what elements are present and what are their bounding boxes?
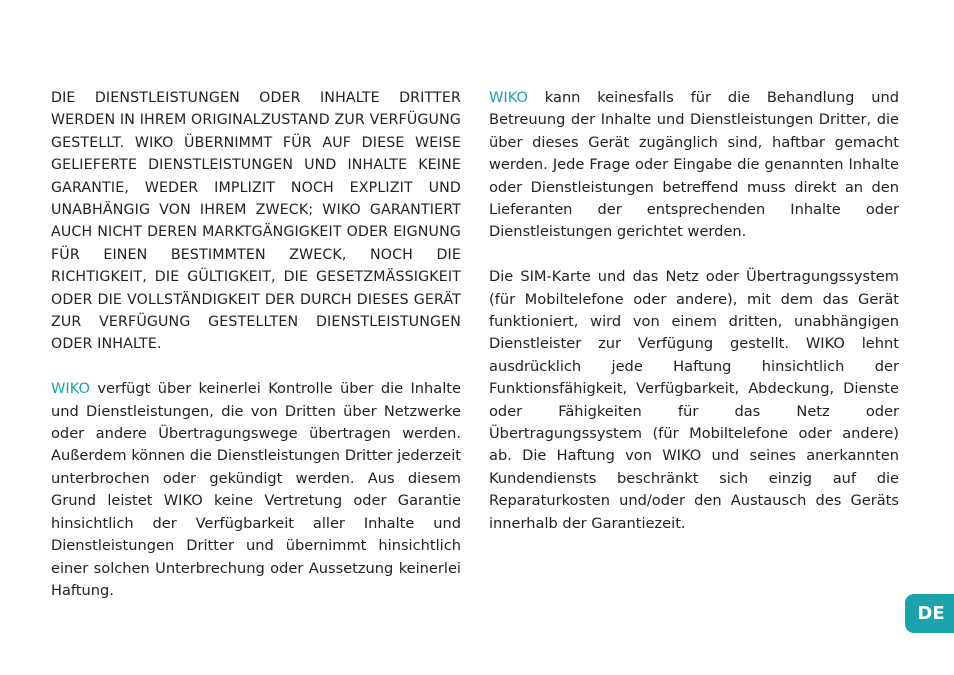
brand-name: WIKO <box>51 380 90 398</box>
sim-network-paragraph: Die SIM-Karte und das Netz oder Übertragungssystem (für Mobiltelefone oder andere), mit dem das Gerät funktioniert, wird von einem dritten, unabhängigen Dienstleister zur Verfügung gestellt. WIKO lehnt ausdrücklich jede Haftung hinsichtlich der Funktionsfähigkeit, Verfügbarkeit, Abdeckung, Dienste oder Fähigkeiten für das Netz oder Übertragungssystem (für Mobiltelefone oder andere) ab. Die Haftung von WIKO und seines anerkannten Kundendiensts beschränkt sich einzig auf die Reparaturkosten und/oder den Austausch des Geräts innerhalb der Garantiezeit. <box>489 268 899 532</box>
control-paragraph <box>51 378 461 602</box>
liability-paragraph-text: kann keinesfalls für die Behandlung und Betreuung der Inhalte und Dienstleistungen Dritter, die über dieses Gerät zugänglich sind, haftbar gemacht werden. Jede Frage oder Eingabe die genannten Inhalte oder Dienstleistungen betreffend muss direkt an den Lieferanten der entsprechenden Inhalte oder Dienstleistungen gerichtet werden. <box>489 89 899 241</box>
brand-name: WIKO <box>489 89 528 106</box>
left-column <box>51 87 461 625</box>
control-paragraph-text: verfügt über keinerlei Kontrolle über die Inhalte und Dienstleistungen, die von Dritten über Netzwerke oder andere Übertragungswege übertragen werden. Außerdem können die Dienstleistungen Dritter jederzeit unterbrochen oder gekündigt werden. Aus diesem Grund leistet WIKO keine Vertretung oder Garantie hinsichtlich der Verfügbarkeit aller Inhalte und Dienstleistungen Dritter und übernimmt hinsichtlich einer solchen Unterbrechung oder Aussetzung keinerlei Haftung. <box>51 380 461 599</box>
disclaimer-paragraph-caps: DIE DIENSTLEISTUNGEN ODER INHALTE DRITTER WERDEN IN IHREM ORIGINALZUSTAND ZUR VERFÜGUNG GESTELLT. WIKO ÜBERNIMMT FÜR AUF DIESE WEISE GELIEFERTE DIENSTLEISTUNGEN UND INHALTE KEINE GARANTIE, WEDER IMPLIZIT NOCH EXPLIZIT UND UNABHÄNGIG VON IHREM ZWECK; WIKO GARANTIERT AUCH NICHT DEREN MARKTGÄNGIGKEIT ODER EIGNUNG FÜR EINEN BESTIMMTEN ZWECK, NOCH DIE RICHTIGKEIT, DIE GÜLTIGKEIT, DIE GESETZMÄSSIGKEIT ODER DIE VOLLSTÄNDIGKEIT DER DURCH DIESES GERÄT ZUR VERFÜGUNG GESTELLTEN DIENSTLEISTUNGEN ODER INHALTE. <box>51 90 461 353</box>
language-tab: DE <box>905 594 954 633</box>
right-column <box>489 87 899 558</box>
liability-paragraph <box>489 87 899 244</box>
